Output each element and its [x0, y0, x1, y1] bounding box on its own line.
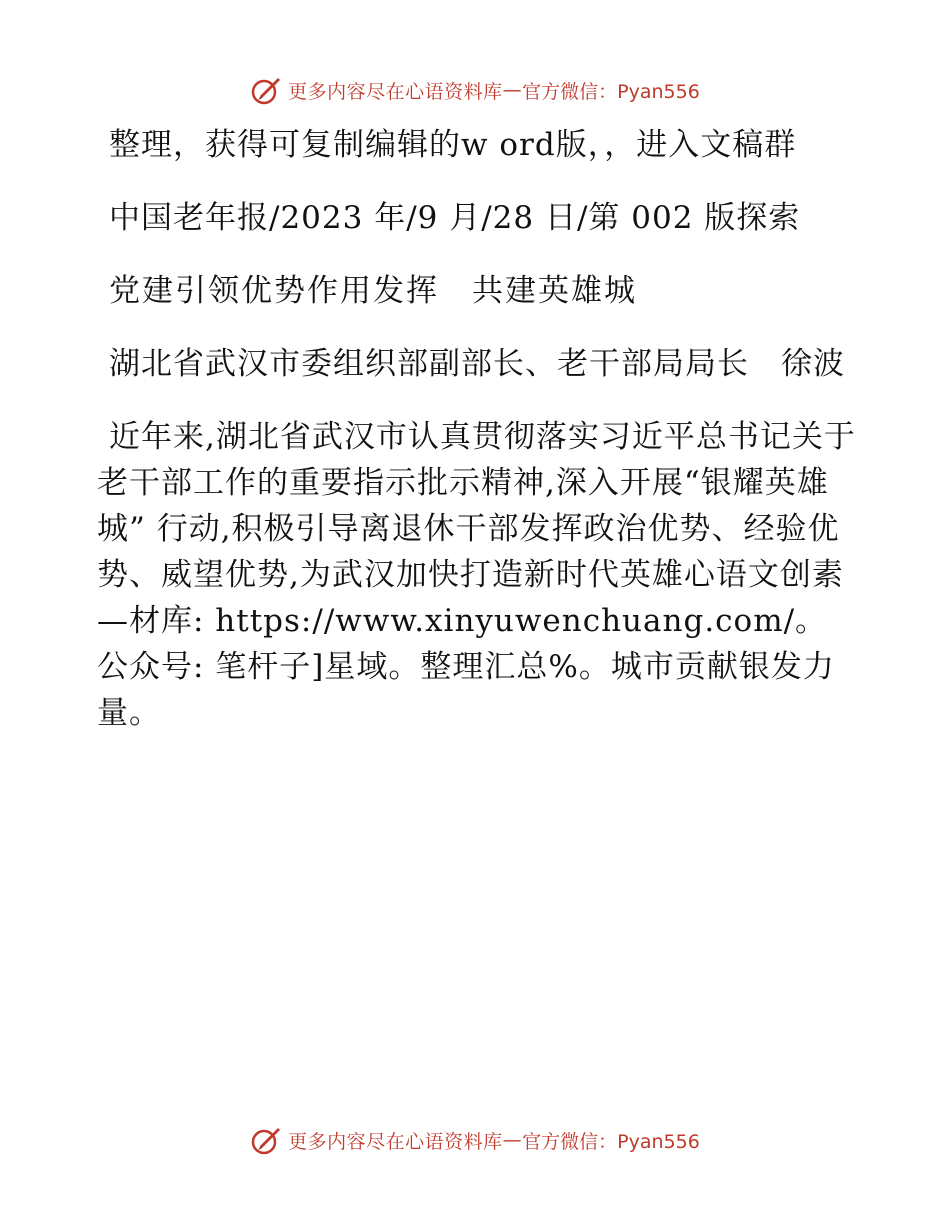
footer-separator: —: [502, 1129, 523, 1151]
intro-paragraph: 整理，获得可复制编辑的w ord版，，进入文稿群: [109, 127, 797, 163]
header-site-text: 更多内容尽在心语资料库: [288, 80, 503, 103]
footer-site-text: 更多内容尽在心语资料库: [288, 1130, 503, 1153]
footer-contact-text: 官方微信：Pyan556: [522, 1130, 700, 1153]
body-paragraph: 近年来,湖北省武汉市认真贯彻落实习近平总书记关于老干部工作的重要指示批示精神,深入开展“银耀英雄城” 行动,积极引导离退休干部发挥政治优势、经验优势、威望优势,为武汉加快打造新时代英雄心语文创素—材库: https://www.xinyuwenchuang.com/。公众号: 笔杆子]星域。整理汇总%。城市贡献银发力量。: [97, 419, 856, 731]
source-line: 中国老年报/2023 年/9 月/28 日/第 002 版探索: [109, 200, 801, 236]
quill-pen-logo-icon: [250, 1124, 282, 1156]
quill-pen-logo-icon: [250, 74, 282, 106]
footer-banner: [0, 1120, 950, 1160]
article-title: 党建引领优势作用发挥 共建英雄城: [109, 273, 637, 309]
header-banner: [0, 70, 950, 110]
document-body: [97, 122, 857, 763]
header-contact-text: 官方微信：Pyan556: [522, 80, 700, 103]
author-line: 湖北省武汉市委组织部副部长、老干部局局长 徐波: [109, 346, 845, 382]
header-separator: —: [502, 79, 523, 101]
